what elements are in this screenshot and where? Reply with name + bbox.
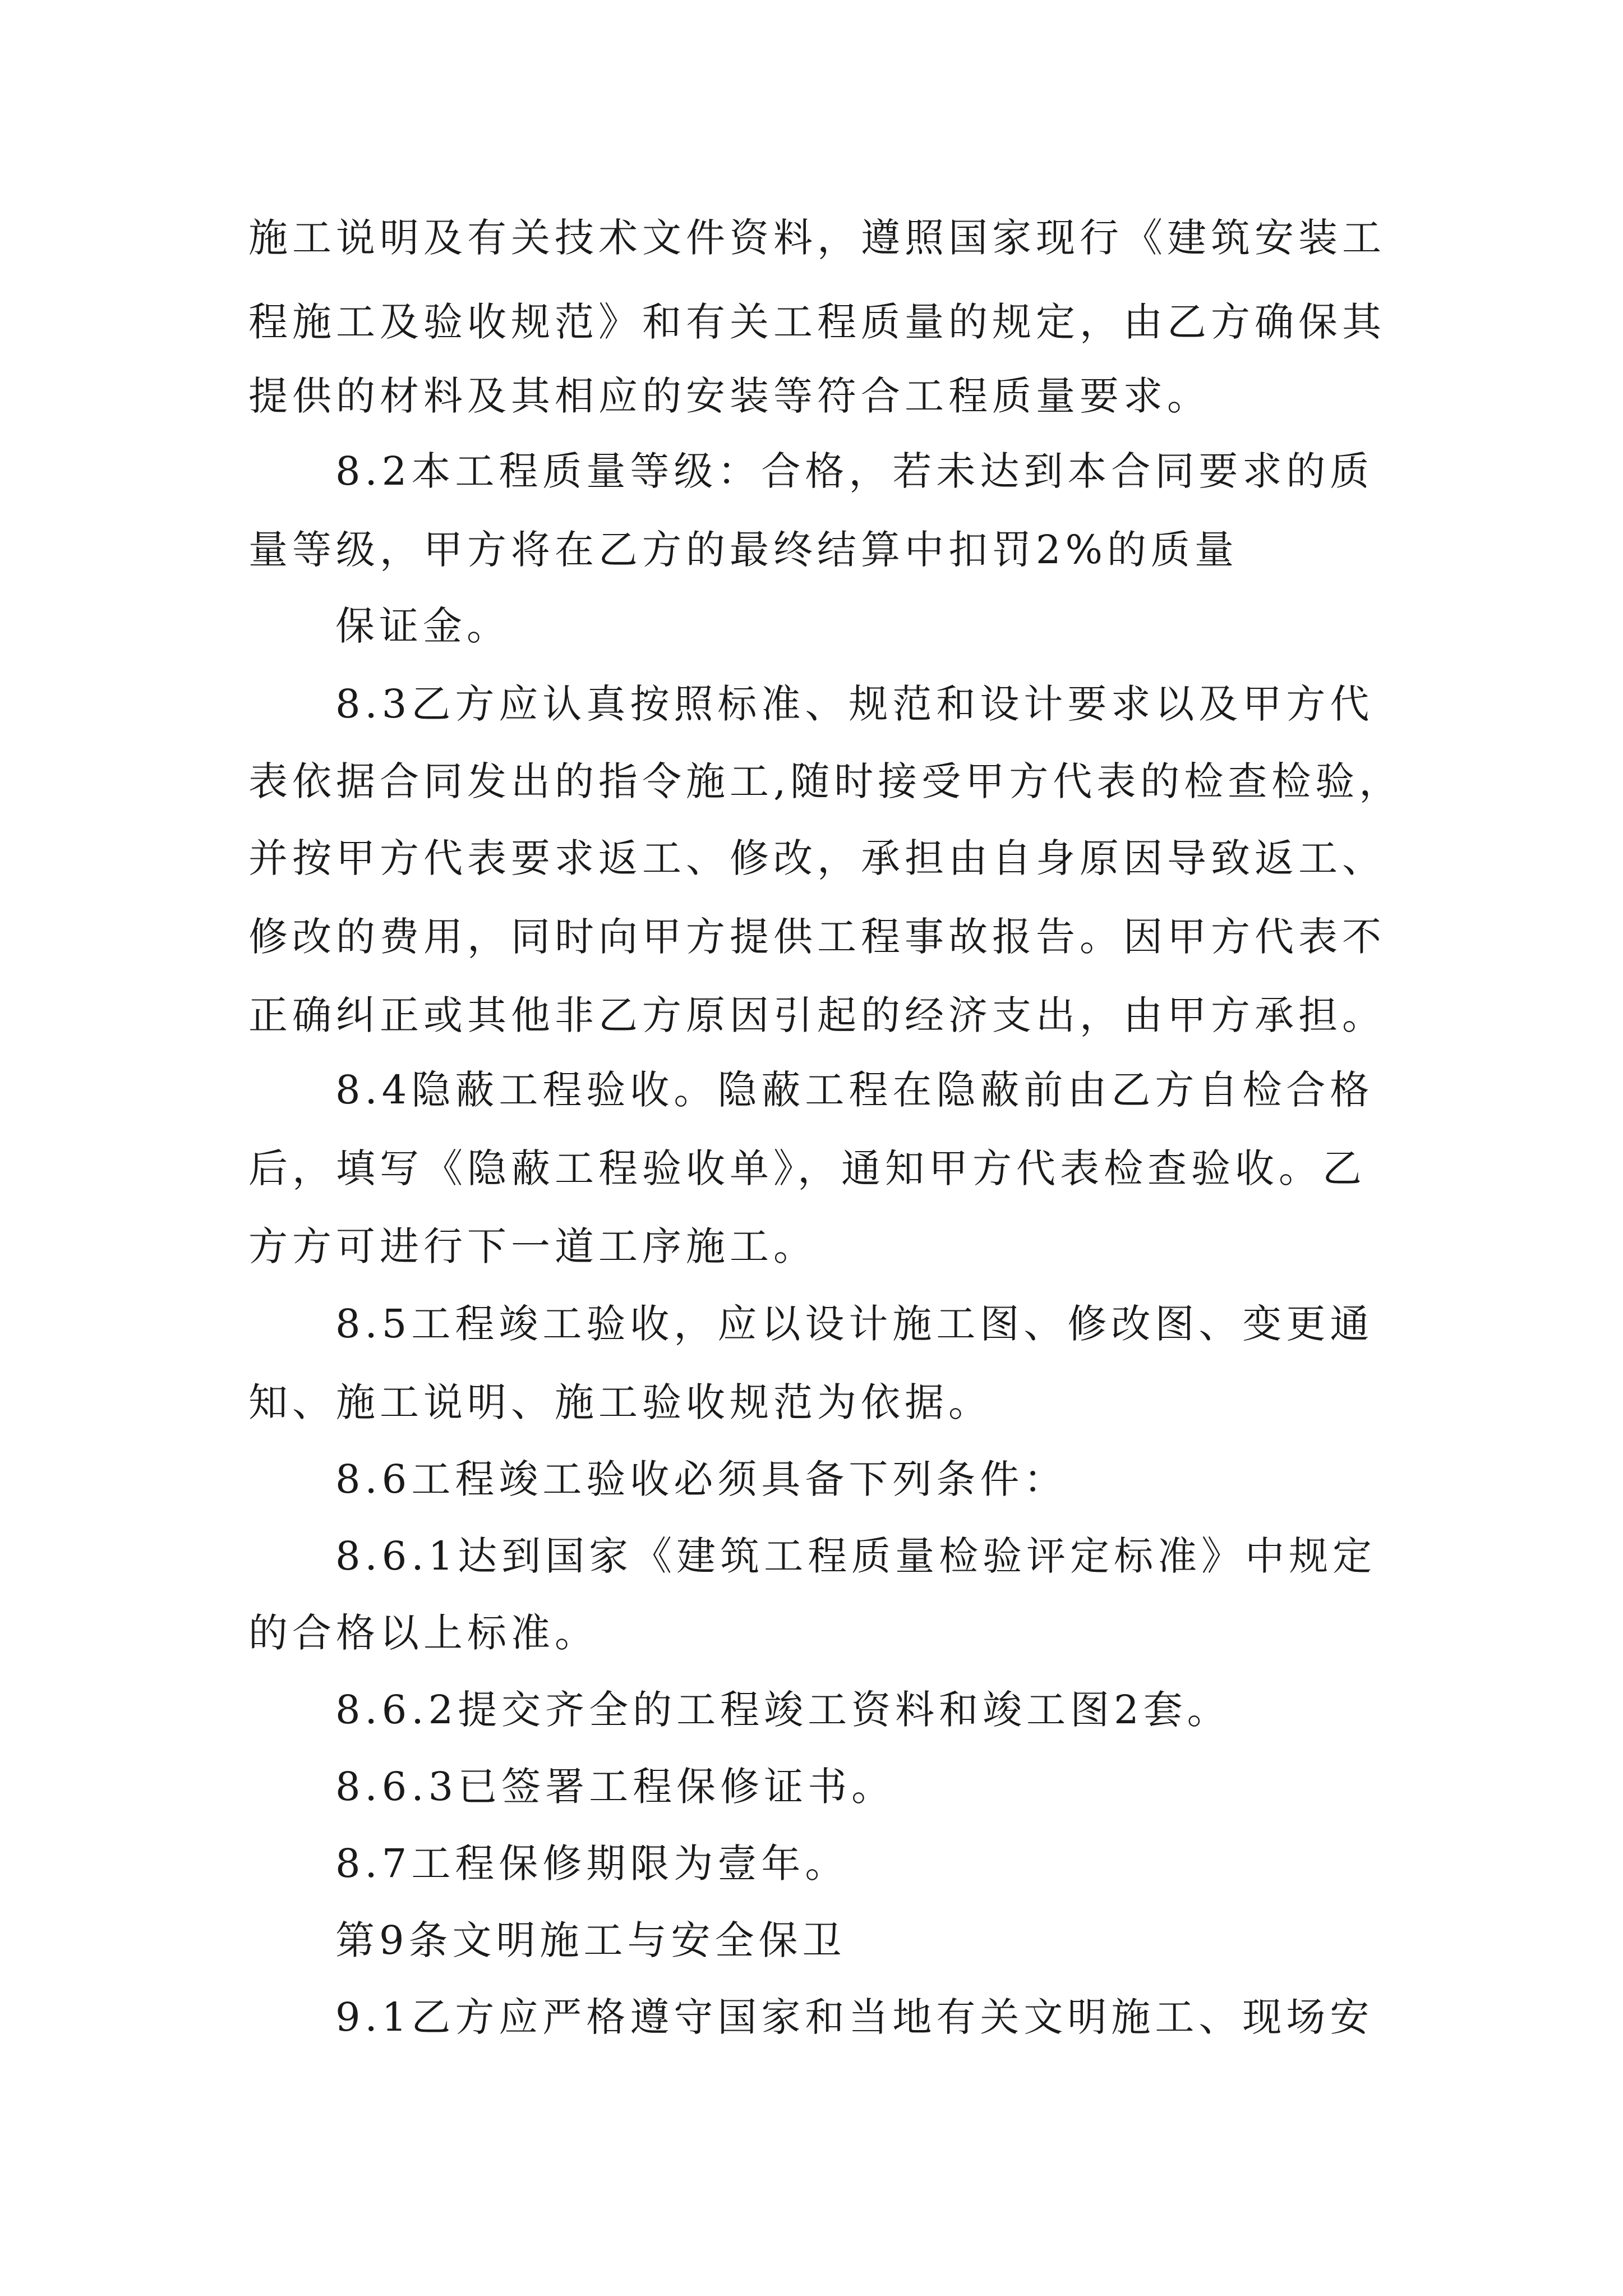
text-line: 方方可进行下一道工序施工。 xyxy=(248,1223,817,1269)
text-line: 8.4隐蔽工程验收。隐蔽工程在隐蔽前由乙方自检合格 xyxy=(335,1067,1374,1113)
text-line: 后，填写《隐蔽工程验收单》，通知甲方代表检查验收。乙 xyxy=(248,1145,1366,1191)
text-line: 8.7工程保修期限为壹年。 xyxy=(335,1841,849,1887)
text-line: 正确纠正或其他非乙方原因引起的经济支出，由甲方承担。 xyxy=(248,992,1386,1038)
text-line: 8.6.3已签署工程保修证书。 xyxy=(335,1764,896,1810)
text-line: 9.1乙方应严格遵守国家和当地有关文明施工、现场安 xyxy=(335,1994,1374,2040)
text-line: 8.6.1达到国家《建筑工程质量检验评定标准》中规定 xyxy=(335,1533,1377,1579)
text-line: 8.6.2提交齐全的工程竣工资料和竣工图2套。 xyxy=(335,1687,1231,1733)
text-line: 修改的费用，同时向甲方提供工程事故报告。因甲方代表不 xyxy=(248,914,1386,960)
section-heading: 第9条文明施工与安全保卫 xyxy=(335,1917,846,1963)
text-line: 施工说明及有关技术文件资料，遵照国家现行《建筑安装工 xyxy=(248,215,1386,261)
text-line: 知、施工说明、施工验收规范为依据。 xyxy=(248,1379,992,1425)
text-line: 程施工及验收规范》和有关工程质量的规定，由乙方确保其 xyxy=(248,299,1386,345)
text-line: 提供的材料及其相应的安装等符合工程质量要求。 xyxy=(248,373,1211,419)
text-line: 8.3乙方应认真按照标准、规范和设计要求以及甲方代 xyxy=(335,681,1374,727)
text-line: 表依据合同发出的指令施工,随时接受甲方代表的检查检验， xyxy=(248,758,1403,804)
text-line: 保证金。 xyxy=(335,603,510,649)
text-line: 8.2本工程质量等级：合格，若未达到本合同要求的质 xyxy=(335,448,1374,494)
text-line: 8.5工程竣工验收，应以设计施工图、修改图、变更通 xyxy=(335,1301,1374,1347)
text-line: 的合格以上标准。 xyxy=(248,1610,598,1656)
text-line: 8.6工程竣工验收必须具备下列条件： xyxy=(335,1456,1068,1502)
text-line: 量等级，甲方将在乙方的最终结算中扣罚2%的质量 xyxy=(248,527,1239,573)
text-line: 并按甲方代表要求返工、修改，承担由自身原因导致返工、 xyxy=(248,835,1386,881)
